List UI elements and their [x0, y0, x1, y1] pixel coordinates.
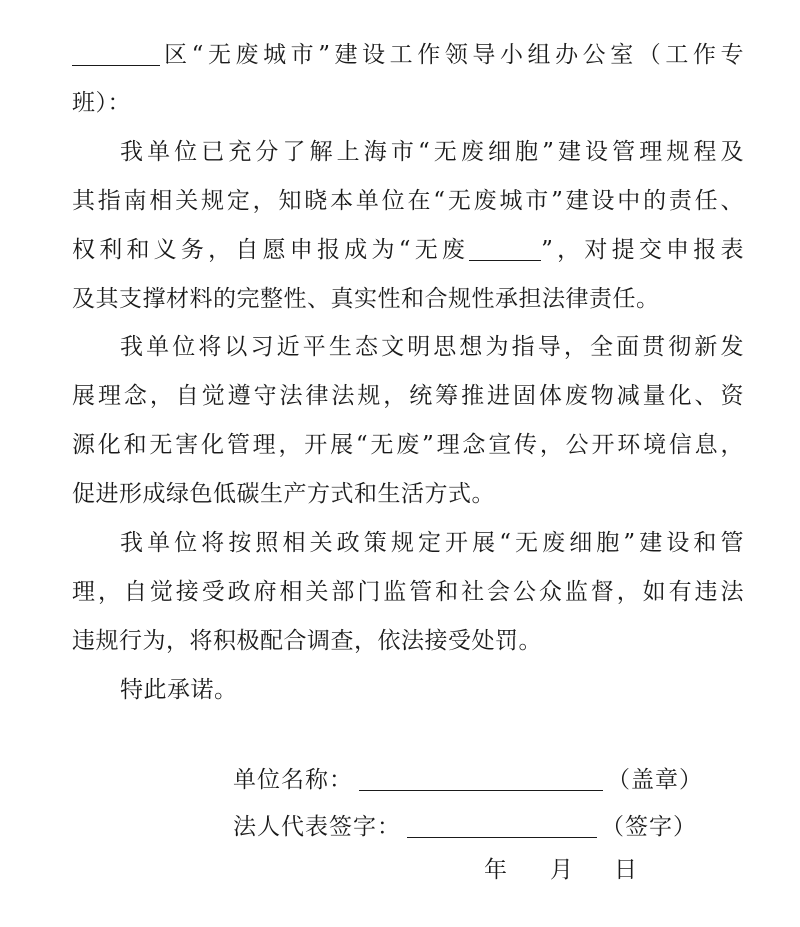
para1-line-3-after: ”，对提交申报表: [541, 237, 744, 263]
para1-line-1: 我单位已充分了解上海市“无废细胞”建设管理规程及: [120, 139, 744, 165]
date-month: 月: [550, 857, 573, 883]
para1-line-2: 其指南相关规定，知晓本单位在“无废城市”建设中的责任、: [72, 188, 744, 214]
unit-name-row: [233, 763, 703, 797]
para2-line-1: 我单位将以习近平生态文明思想为指导，全面贯彻新发: [120, 334, 744, 360]
para1-line-3-before: 权利和义务，自愿申报成为“无废: [72, 237, 470, 263]
seal-note: （盖章）: [607, 767, 703, 793]
date-day: 日: [614, 857, 637, 883]
cell-type-blank: [469, 234, 541, 261]
district-blank: [72, 39, 160, 66]
legal-rep-blank: [407, 811, 597, 838]
unit-name-blank: [359, 764, 603, 791]
para1-line-4: 及其支撑材料的完整性、真实性和合规性承担法律责任。: [72, 286, 660, 312]
legal-rep-row: [233, 810, 697, 844]
para3-line-1: 我单位将按照相关政策规定开展“无废细胞”建设和管: [120, 530, 744, 556]
addressee-line-2: 班）：: [72, 90, 131, 116]
para3-line-3: 违规行为，将积极配合调查，依法接受处罚。: [72, 628, 542, 654]
para2-line-4: 促进形成绿色低碳生产方式和生活方式。: [72, 481, 495, 507]
para2-line-2: 展理念，自觉遵守法律法规，统筹推进固体废物减量化、资: [72, 383, 744, 409]
signature-note: （签字）: [601, 814, 697, 840]
addressee-text: 区“无废城市”建设工作领导小组办公室（工作专: [160, 42, 744, 68]
para3-line-2: 理，自觉接受政府相关部门监管和社会公众监督，如有违法: [72, 579, 744, 605]
date-year: 年: [484, 857, 507, 883]
para1-line-3: [72, 233, 744, 267]
unit-name-label: 单位名称：: [233, 767, 353, 793]
legal-rep-label: 法人代表签字：: [233, 814, 401, 840]
closing-statement: 特此承诺。: [120, 677, 238, 703]
para2-line-3: 源化和无害化管理，开展“无废”理念宣传，公开环境信息，: [72, 432, 744, 458]
addressee-line-1: [72, 38, 744, 72]
